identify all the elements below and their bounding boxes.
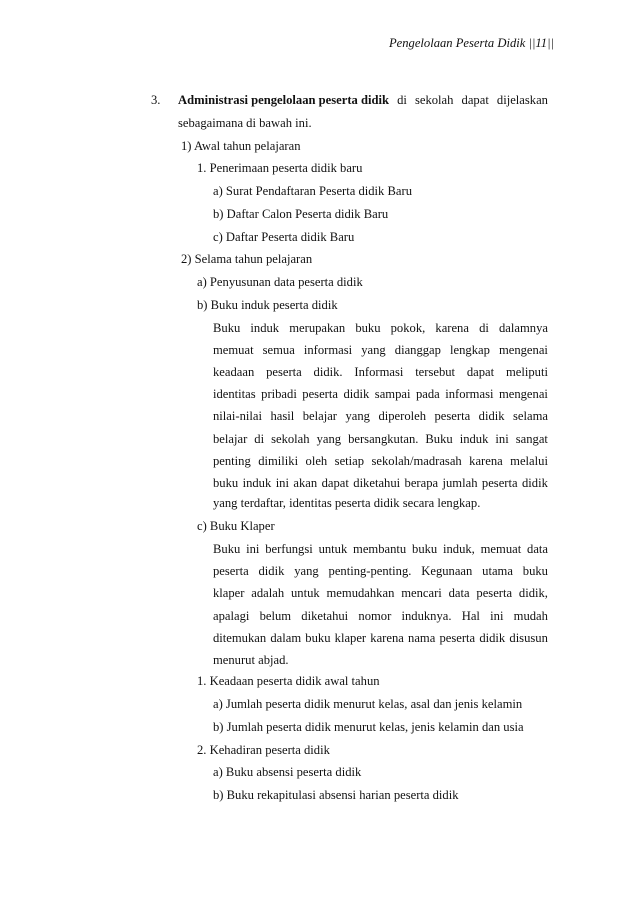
awal-item-c: c) Daftar Peserta didik Baru <box>213 230 355 244</box>
paragraph-word: mudah <box>513 608 548 623</box>
paragraph-word: didik <box>258 564 285 579</box>
paragraph-word: Buku <box>213 542 241 556</box>
paragraph-word: Informasi <box>354 365 404 380</box>
selama-tahun-label: 2) Selama tahun pelajaran <box>181 252 313 266</box>
paragraph-word: buku <box>213 475 239 490</box>
paragraph-word: peserta <box>481 475 518 490</box>
paragraph-word: informasi <box>445 387 494 402</box>
paragraph-word: memuat <box>213 343 254 358</box>
paragraph-word: mengenai <box>498 343 548 358</box>
awal-tahun-label: 1) Awal tahun pelajaran <box>181 139 301 153</box>
paragraph-word: peserta <box>266 365 302 380</box>
paragraph-word: untuk <box>318 542 348 556</box>
paragraph-word: identitas <box>213 387 256 402</box>
paragraph-line <box>213 408 548 424</box>
paragraph-word: karena <box>370 630 404 645</box>
paragraph-line <box>213 364 548 380</box>
paragraph-word: didik. <box>313 365 343 380</box>
paragraph-word: induk <box>250 321 280 335</box>
paragraph-word: informasi <box>303 343 353 358</box>
paragraph-line <box>213 585 548 601</box>
paragraph-word: akan <box>293 475 318 490</box>
paragraph-word: nomor <box>358 608 392 623</box>
penyusunan-label: a) Penyusunan data peserta didik <box>197 275 363 289</box>
paragraph-word: didik <box>478 409 505 424</box>
paragraph-word: sekolah/madrasah <box>371 453 462 468</box>
item-3-word: dijelaskan <box>496 93 548 107</box>
paragraph-word: diketahui <box>301 608 349 623</box>
paragraph-word: berapa <box>404 475 439 490</box>
paragraph-line <box>213 608 548 624</box>
paragraph-word: ini <box>490 608 504 623</box>
buku-klaper-label: c) Buku Klaper <box>197 519 275 533</box>
paragraph-word: diperoleh <box>378 409 427 424</box>
awal-item-b: b) Daftar Calon Peserta didik Baru <box>213 207 389 221</box>
paragraph-word: diketahui <box>353 475 401 490</box>
paragraph-line <box>213 453 548 469</box>
paragraph-word: penting <box>213 453 251 468</box>
paragraph-word: keadaan <box>213 365 255 380</box>
paragraph-line <box>213 431 548 447</box>
paragraph-word: melalui <box>510 453 548 468</box>
paragraph-word: membantu <box>353 542 407 556</box>
paragraph-word: apalagi <box>213 608 250 623</box>
paragraph-line <box>213 475 548 491</box>
buku-induk-label: b) Buku induk peserta didik <box>197 298 338 312</box>
item-3-number: 3. <box>151 93 161 107</box>
paragraph-word: belajar <box>213 431 248 446</box>
paragraph-word: data <box>527 542 548 556</box>
paragraph-word: penting-penting. <box>328 564 412 579</box>
paragraph-line <box>213 320 548 336</box>
kehadiran-label: 2. Kehadiran peserta didik <box>197 743 330 757</box>
paragraph-word: sangat <box>515 431 548 446</box>
paragraph-word: yang <box>316 431 342 446</box>
paragraph-word: peserta <box>439 630 476 645</box>
paragraph-word: dalamnya <box>499 321 548 335</box>
paragraph-word: ini <box>275 475 289 490</box>
keadaan-item-a: a) Jumlah peserta didik menurut kelas, asal dan jenis kelamin <box>213 697 523 711</box>
paragraph-word: peserta <box>302 387 338 402</box>
paragraph-word: sekolah <box>271 431 310 446</box>
paragraph-word: dalam <box>270 630 302 645</box>
paragraph-word: peserta <box>476 586 513 601</box>
paragraph-word: Hal <box>461 608 480 623</box>
paragraph-word: selama <box>513 409 548 424</box>
paragraph-word: ditemukan <box>213 630 267 645</box>
paragraph-word: dimiliki <box>258 453 299 468</box>
paragraph-word: dianggap <box>394 343 441 358</box>
paragraph-word: nama <box>408 630 436 645</box>
paragraph-word: induk <box>459 431 489 446</box>
paragraph-word: semua <box>262 343 295 358</box>
paragraph-word: belum <box>259 608 292 623</box>
paragraph-word: utama <box>482 564 513 579</box>
paragraph-word: induk, <box>443 542 475 556</box>
paragraph-word: didik <box>343 387 370 402</box>
kehadiran-item-a: a) Buku absensi peserta didik <box>213 765 362 779</box>
paragraph-word: peserta <box>213 564 249 579</box>
paragraph-word: klaper <box>334 630 367 645</box>
paragraph-word: di <box>254 431 265 446</box>
paragraph-word: induknya. <box>401 608 452 623</box>
paragraph-line <box>213 342 548 358</box>
paragraph-word: adalah <box>251 586 285 601</box>
paragraph-word: tersebut <box>415 365 456 380</box>
paragraph-word: disusun <box>509 630 548 645</box>
kehadiran-item-b: b) Buku rekapitulasi absensi harian peserta didik <box>213 788 459 802</box>
paragraph-word: buku <box>355 321 381 335</box>
paragraph-word: bersangkutan. <box>348 431 419 446</box>
paragraph-word: buku <box>412 542 438 556</box>
paragraph-word: mencari <box>401 586 442 601</box>
paragraph-word: belajar <box>302 409 337 424</box>
paragraph-word: yang <box>361 343 386 358</box>
paragraph-word: merupakan <box>289 321 346 335</box>
paragraph-word: memuat <box>480 542 522 556</box>
paragraph-word: buku <box>522 564 548 579</box>
paragraph-word: induk <box>242 475 272 490</box>
keadaan-label: 1. Keadaan peserta didik awal tahun <box>197 674 380 688</box>
paragraph-word: pribadi <box>261 387 297 402</box>
paragraph-word: nilai-nilai <box>213 409 262 424</box>
paragraph-word: oleh <box>305 453 328 468</box>
paragraph-word: mengenai <box>498 387 548 402</box>
penerimaan-label: 1. Penerimaan peserta didik baru <box>197 161 363 175</box>
paragraph-word: Buku <box>213 321 241 335</box>
paragraph-word: Buku <box>425 431 453 446</box>
paragraph-word: didik <box>479 630 506 645</box>
paragraph-word: ini <box>495 431 509 446</box>
paragraph-word: klaper <box>213 586 245 601</box>
item-3-word: dapat <box>461 93 489 107</box>
paragraph-word: jumlah <box>442 475 478 490</box>
paragraph-word: hasil <box>270 409 295 424</box>
paragraph-line <box>213 541 548 557</box>
paragraph-word: pada <box>415 387 440 402</box>
item-3-word: di <box>397 93 407 107</box>
klaper-last-line: menurut abjad. <box>213 653 289 667</box>
paragraph-word: berfungsi <box>265 542 313 556</box>
item-3-second-line: sebagaimana di bawah ini. <box>178 116 312 130</box>
paragraph-word: ini <box>246 542 260 556</box>
paragraph-word: setiap <box>334 453 365 468</box>
paragraph-word: karena <box>435 321 469 335</box>
keadaan-item-b: b) Jumlah peserta didik menurut kelas, jenis kelamin dan usia <box>213 720 524 734</box>
paragraph-line <box>213 563 548 579</box>
paragraph-word: Kegunaan <box>421 564 473 579</box>
buku-induk-last-line: yang terdaftar, identitas peserta didik secara lengkap. <box>213 496 481 510</box>
paragraph-word: didik, <box>518 586 548 601</box>
paragraph-word: didik <box>521 475 548 490</box>
paragraph-word: yang <box>345 409 370 424</box>
paragraph-word: dapat <box>466 365 495 380</box>
paragraph-word: memudahkan <box>326 586 395 601</box>
paragraph-word: dapat <box>321 475 349 490</box>
running-header: Pengelolaan Peserta Didik ||11|| <box>388 36 554 50</box>
paragraph-word: buku <box>305 630 331 645</box>
paragraph-word: sampai <box>374 387 411 402</box>
item-3-bold-lead: Administrasi pengelolaan peserta didik <box>178 93 389 107</box>
paragraph-word: lengkap <box>450 343 490 358</box>
paragraph-word: yang <box>294 564 319 579</box>
awal-item-a: a) Surat Pendaftaran Peserta didik Baru <box>213 184 412 198</box>
paragraph-word: peserta <box>434 409 471 424</box>
paragraph-line <box>213 386 548 402</box>
paragraph-word: karena <box>469 453 503 468</box>
paragraph-word: pokok, <box>390 321 426 335</box>
paragraph-word: di <box>479 321 489 335</box>
paragraph-word: data <box>448 586 470 601</box>
paragraph-line <box>213 630 548 646</box>
paragraph-word: meliputi <box>505 365 548 380</box>
item-3-first-line <box>178 92 548 108</box>
paragraph-word: untuk <box>291 586 320 601</box>
item-3-word: sekolah <box>414 93 454 107</box>
